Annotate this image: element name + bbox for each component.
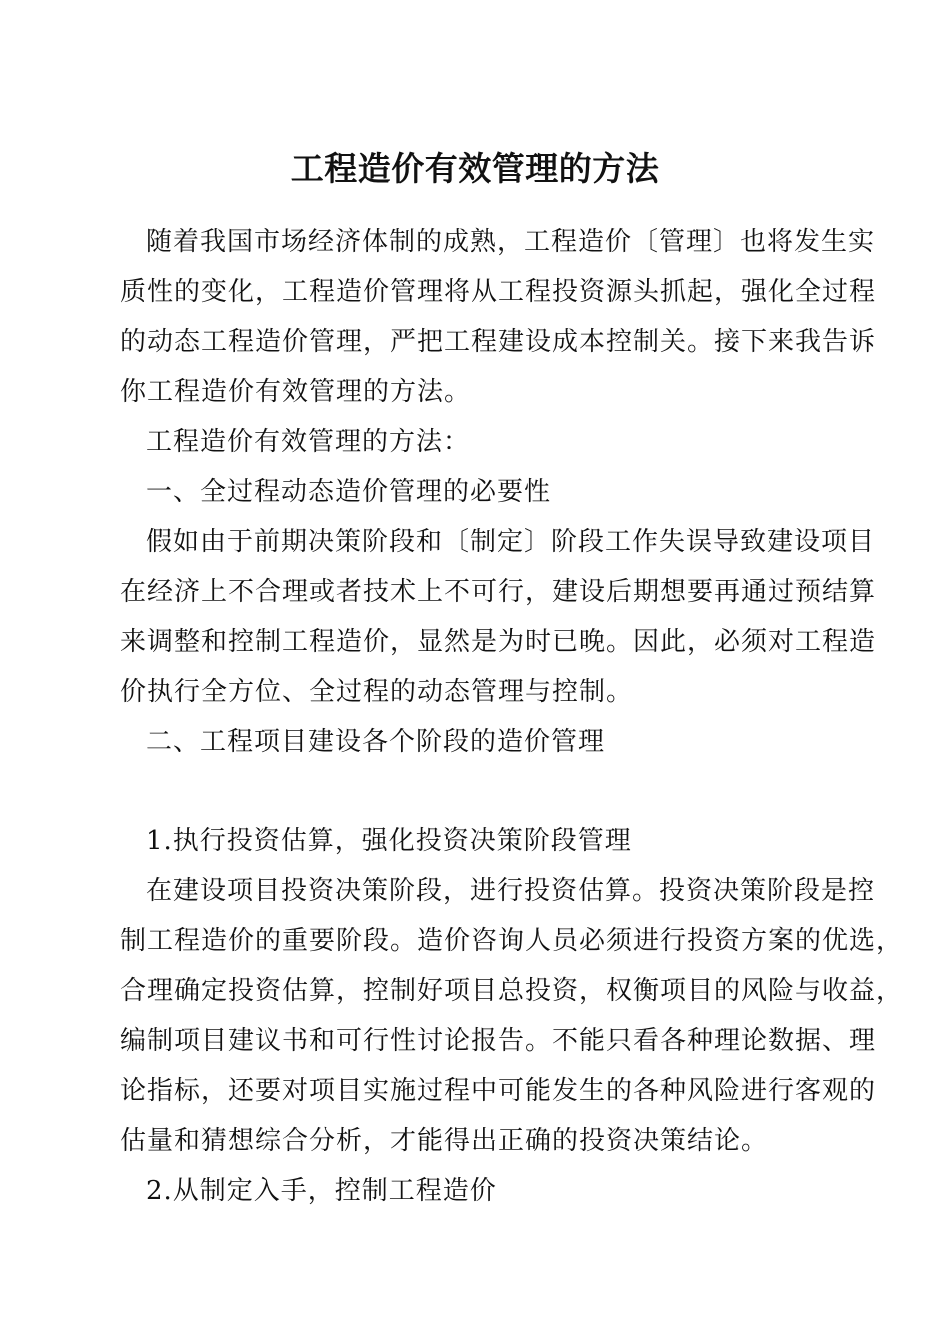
section-one-paragraph-line-1: 假如由于前期决策阶段和〔制定〕阶段工作失误导致建设项目 <box>146 527 876 557</box>
subsection-two-heading: 2.从制定入手，控制工程造价 <box>146 1176 497 1206</box>
subsection-one-paragraph-line-6: 估量和猜想综合分析，才能得出正确的投资决策结论。 <box>120 1126 769 1156</box>
subsection-one-paragraph-line-5: 论指标，还要对项目实施过程中可能发生的各种风险进行客观的 <box>120 1076 877 1106</box>
section-one-paragraph-line-4: 价执行全方位、全过程的动态管理与控制。 <box>120 677 634 707</box>
subsection-one-paragraph-line-4: 编制项目建议书和可行性讨论报告。不能只看各种理论数据、理 <box>120 1026 877 1056</box>
subsection-one-paragraph-line-2: 制工程造价的重要阶段。造价咨询人员必须进行投资方案的优选， <box>120 926 904 956</box>
paragraph-intro-line-2: 质性的变化，工程造价管理将从工程投资源头抓起，强化全过程 <box>120 277 877 307</box>
methods-heading: 工程造价有效管理的方法： <box>146 427 471 457</box>
paragraph-intro-line-4: 你工程造价有效管理的方法。 <box>120 377 472 407</box>
paragraph-intro-line-1: 随着我国市场经济体制的成熟，工程造价〔管理〕也将发生实 <box>146 227 876 257</box>
section-two-heading: 二、工程项目建设各个阶段的造价管理 <box>146 727 606 757</box>
subsection-one-heading: 1.执行投资估算，强化投资决策阶段管理 <box>146 826 632 856</box>
subsection-one-paragraph-line-3: 合理确定投资估算，控制好项目总投资，权衡项目的风险与收益， <box>120 976 904 1006</box>
subsection-one-paragraph-line-1: 在建设项目投资决策阶段，进行投资估算。投资决策阶段是控 <box>146 876 876 906</box>
paragraph-intro-line-3: 的动态工程造价管理，严把工程建设成本控制关。接下来我告诉 <box>120 327 877 357</box>
section-one-heading: 一、全过程动态造价管理的必要性 <box>146 477 552 507</box>
document-title: 工程造价有效管理的方法 <box>290 149 660 188</box>
section-one-paragraph-line-2: 在经济上不合理或者技术上不可行，建设后期想要再通过预结算 <box>120 577 877 607</box>
section-one-paragraph-line-3: 来调整和控制工程造价，显然是为时已晚。因此，必须对工程造 <box>120 627 877 657</box>
